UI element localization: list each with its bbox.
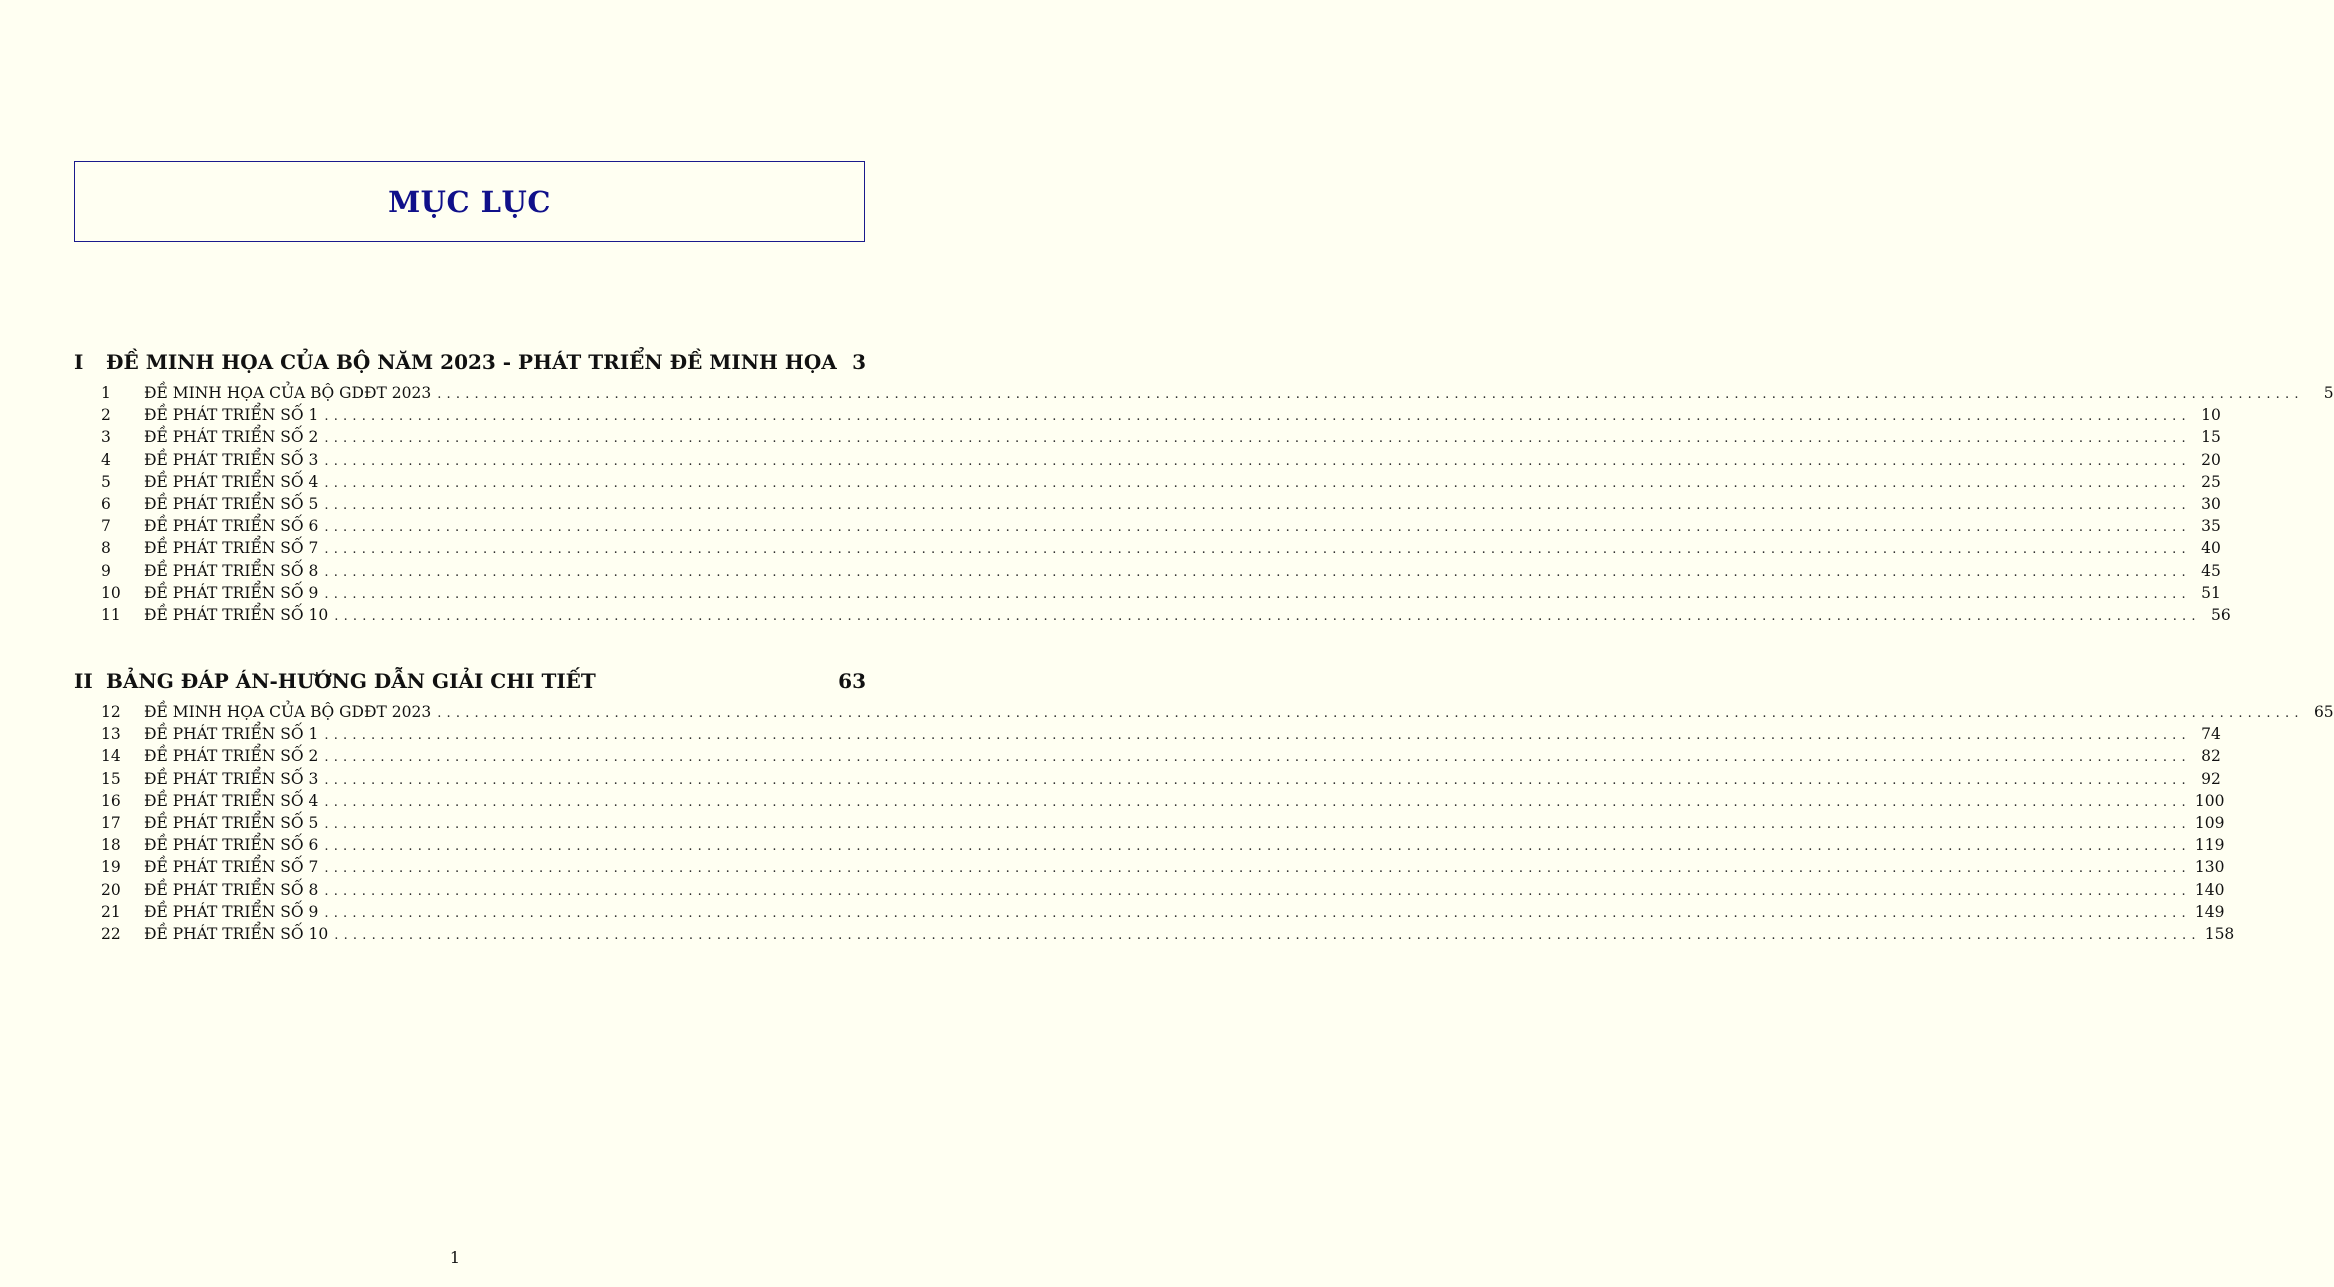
entry-number: 20 bbox=[101, 880, 121, 899]
toc-entry[interactable] bbox=[74, 790, 2225, 812]
page-number: 1 bbox=[449, 1248, 461, 1267]
toc-entry[interactable] bbox=[74, 834, 2225, 856]
entry-title: ĐỀ PHÁT TRIỂN SỐ 8 bbox=[144, 880, 319, 899]
part-entries bbox=[74, 701, 2334, 945]
dot-leader: ........................................................................................................................................................................................................ bbox=[324, 453, 2191, 469]
entry-page: 30 bbox=[2201, 494, 2221, 513]
toc-entry[interactable] bbox=[74, 404, 2221, 426]
entry-number: 11 bbox=[101, 605, 121, 624]
entry-title: ĐỀ MINH HỌA CỦA BỘ GDĐT 2023 bbox=[144, 384, 432, 402]
entry-page: 10 bbox=[2201, 406, 2221, 425]
entry-number: 7 bbox=[101, 517, 111, 536]
entry-number: 22 bbox=[101, 924, 121, 943]
part-title: ĐỀ MINH HỌA CỦA BỘ NĂM 2023 - PHÁT TRIỂN ĐỀ MINH HỌA bbox=[106, 350, 837, 374]
dot-leader: ........................................................................................................................................................................................................ bbox=[324, 728, 2191, 744]
dot-leader: ........................................................................................................................................................................................................ bbox=[324, 475, 2191, 491]
entry-page: 25 bbox=[2201, 472, 2221, 491]
part-title: BẢNG ĐÁP ÁN-HƯỚNG DẪN GIẢI CHI TIẾT bbox=[106, 669, 596, 693]
dot-leader: ........................................................................................................................................................................................................ bbox=[324, 816, 2191, 832]
toc-entry[interactable] bbox=[74, 701, 2334, 723]
entry-title: ĐỀ PHÁT TRIỂN SỐ 6 bbox=[144, 517, 319, 536]
toc-entry[interactable] bbox=[74, 812, 2225, 834]
dot-leader: ........................................................................................................................................................................................................ bbox=[324, 750, 2191, 766]
entry-title: ĐỀ PHÁT TRIỂN SỐ 2 bbox=[144, 428, 319, 447]
entry-number: 13 bbox=[101, 725, 121, 744]
dot-leader: ........................................................................................................................................................................................................ bbox=[324, 794, 2191, 810]
entry-title: ĐỀ PHÁT TRIỂN SỐ 3 bbox=[144, 450, 319, 469]
entry-page: 65 bbox=[2313, 703, 2334, 721]
entry-number: 1 bbox=[101, 384, 111, 402]
entry-title: ĐỀ PHÁT TRIỂN SỐ 5 bbox=[144, 494, 319, 513]
part-number: I bbox=[74, 350, 84, 374]
entry-number: 2 bbox=[101, 406, 111, 425]
dot-leader: ........................................................................................................................................................................................................ bbox=[324, 409, 2191, 425]
entry-page: 140 bbox=[2194, 880, 2225, 899]
entry-number: 17 bbox=[101, 813, 121, 832]
dot-leader: ........................................................................................................................................................................................................ bbox=[324, 520, 2191, 536]
entry-title: ĐỀ PHÁT TRIỂN SỐ 7 bbox=[144, 858, 319, 877]
entry-page: 15 bbox=[2201, 428, 2221, 447]
entry-title: ĐỀ PHÁT TRIỂN SỐ 3 bbox=[144, 769, 319, 788]
entry-number: 3 bbox=[101, 428, 111, 447]
entry-number: 5 bbox=[101, 472, 111, 491]
dot-leader: ........................................................................................................................................................................................................ bbox=[324, 883, 2191, 899]
entry-title: ĐỀ PHÁT TRIỂN SỐ 10 bbox=[144, 924, 329, 943]
entry-page: 109 bbox=[2194, 813, 2225, 832]
entry-number: 14 bbox=[101, 747, 121, 766]
dot-leader: ........................................................................................................................................................................................................ bbox=[324, 905, 2191, 921]
dot-leader: ........................................................................................................................................................................................................ bbox=[324, 431, 2191, 447]
entry-page: 35 bbox=[2201, 517, 2221, 536]
entry-title: ĐỀ PHÁT TRIỂN SỐ 1 bbox=[144, 725, 319, 744]
toc-entry[interactable] bbox=[74, 449, 2221, 471]
dot-leader: ........................................................................................................................................................................................................ bbox=[324, 542, 2191, 558]
entry-page: 51 bbox=[2201, 583, 2221, 602]
toc-part-1 bbox=[74, 350, 2334, 626]
entry-page: 5 bbox=[2323, 384, 2334, 402]
toc-entry[interactable] bbox=[74, 604, 2231, 626]
dot-leader: ........................................................................................................................................................................................................ bbox=[324, 861, 2191, 877]
entry-number: 16 bbox=[101, 791, 121, 810]
part-page: 3 bbox=[852, 350, 866, 374]
entry-number: 4 bbox=[101, 450, 111, 469]
entry-number: 8 bbox=[101, 539, 111, 558]
entry-number: 6 bbox=[101, 494, 111, 513]
dot-leader: ........................................................................................................................................................................................................ bbox=[437, 387, 2304, 402]
dot-leader: ........................................................................................................................................................................................................ bbox=[324, 586, 2191, 602]
toc-entry[interactable] bbox=[74, 493, 2221, 515]
entry-number: 21 bbox=[101, 902, 121, 921]
entry-title: ĐỀ PHÁT TRIỂN SỐ 4 bbox=[144, 472, 319, 491]
toc-entry[interactable] bbox=[74, 768, 2221, 790]
entry-page: 119 bbox=[2194, 836, 2225, 855]
toc-entry[interactable] bbox=[74, 856, 2225, 878]
entry-page: 130 bbox=[2194, 858, 2225, 877]
entry-title: ĐỀ PHÁT TRIỂN SỐ 7 bbox=[144, 539, 319, 558]
entry-number: 19 bbox=[101, 858, 121, 877]
part-number: II bbox=[74, 669, 93, 693]
entry-page: 56 bbox=[2210, 605, 2231, 624]
dot-leader: ........................................................................................................................................................................................................ bbox=[324, 772, 2191, 788]
toc-entry[interactable] bbox=[74, 901, 2225, 923]
dot-leader: ........................................................................................................................................................................................................ bbox=[334, 608, 2201, 624]
part-heading[interactable] bbox=[74, 669, 866, 699]
entry-title: ĐỀ PHÁT TRIỂN SỐ 8 bbox=[144, 561, 319, 580]
toc-entry[interactable] bbox=[74, 560, 2221, 582]
toc-entry[interactable] bbox=[74, 382, 2334, 404]
toc-entry[interactable] bbox=[74, 426, 2221, 448]
toc-entry[interactable] bbox=[74, 537, 2221, 559]
entry-title: ĐỀ PHÁT TRIỂN SỐ 1 bbox=[144, 406, 319, 425]
toc-entry[interactable] bbox=[74, 745, 2221, 767]
toc-title: MỤC LỤC bbox=[388, 184, 551, 219]
entry-title: ĐỀ PHÁT TRIỂN SỐ 9 bbox=[144, 583, 319, 602]
dot-leader: ........................................................................................................................................................................................................ bbox=[437, 706, 2304, 721]
entry-page: 100 bbox=[2194, 791, 2225, 810]
entry-title: ĐỀ MINH HỌA CỦA BỘ GDĐT 2023 bbox=[144, 703, 432, 721]
entry-title: ĐỀ PHÁT TRIỂN SỐ 10 bbox=[144, 605, 329, 624]
part-entries bbox=[74, 382, 2334, 626]
entry-page: 82 bbox=[2201, 747, 2221, 766]
entry-title: ĐỀ PHÁT TRIỂN SỐ 2 bbox=[144, 747, 319, 766]
entry-page: 92 bbox=[2201, 769, 2221, 788]
dot-leader: ........................................................................................................................................................................................................ bbox=[324, 497, 2191, 513]
toc-entry[interactable] bbox=[74, 582, 2221, 604]
dot-leader: ........................................................................................................................................................................................................ bbox=[334, 927, 2201, 943]
entry-title: ĐỀ PHÁT TRIỂN SỐ 4 bbox=[144, 791, 319, 810]
dot-leader: ........................................................................................................................................................................................................ bbox=[324, 839, 2191, 855]
dot-leader: ........................................................................................................................................................................................................ bbox=[324, 564, 2191, 580]
toc-entry[interactable] bbox=[74, 515, 2221, 537]
toc-part-2 bbox=[74, 669, 2334, 945]
entry-page: 158 bbox=[2204, 924, 2235, 943]
entry-page: 74 bbox=[2201, 725, 2221, 744]
entry-number: 15 bbox=[101, 769, 121, 788]
toc-entry[interactable] bbox=[74, 923, 2235, 945]
part-heading[interactable] bbox=[74, 350, 866, 380]
entry-page: 149 bbox=[2194, 902, 2225, 921]
entry-title: ĐỀ PHÁT TRIỂN SỐ 5 bbox=[144, 813, 319, 832]
toc-entry[interactable] bbox=[74, 879, 2225, 901]
toc-title-box bbox=[74, 161, 865, 242]
entry-number: 10 bbox=[101, 583, 121, 602]
entry-number: 18 bbox=[101, 836, 121, 855]
entry-page: 40 bbox=[2201, 539, 2221, 558]
entry-number: 9 bbox=[101, 561, 111, 580]
entry-title: ĐỀ PHÁT TRIỂN SỐ 6 bbox=[144, 836, 319, 855]
entry-number: 12 bbox=[101, 703, 121, 721]
entry-page: 20 bbox=[2201, 450, 2221, 469]
part-page: 63 bbox=[838, 669, 866, 693]
entry-title: ĐỀ PHÁT TRIỂN SỐ 9 bbox=[144, 902, 319, 921]
toc-entry[interactable] bbox=[74, 723, 2221, 745]
entry-page: 45 bbox=[2201, 561, 2221, 580]
toc-entry[interactable] bbox=[74, 471, 2221, 493]
